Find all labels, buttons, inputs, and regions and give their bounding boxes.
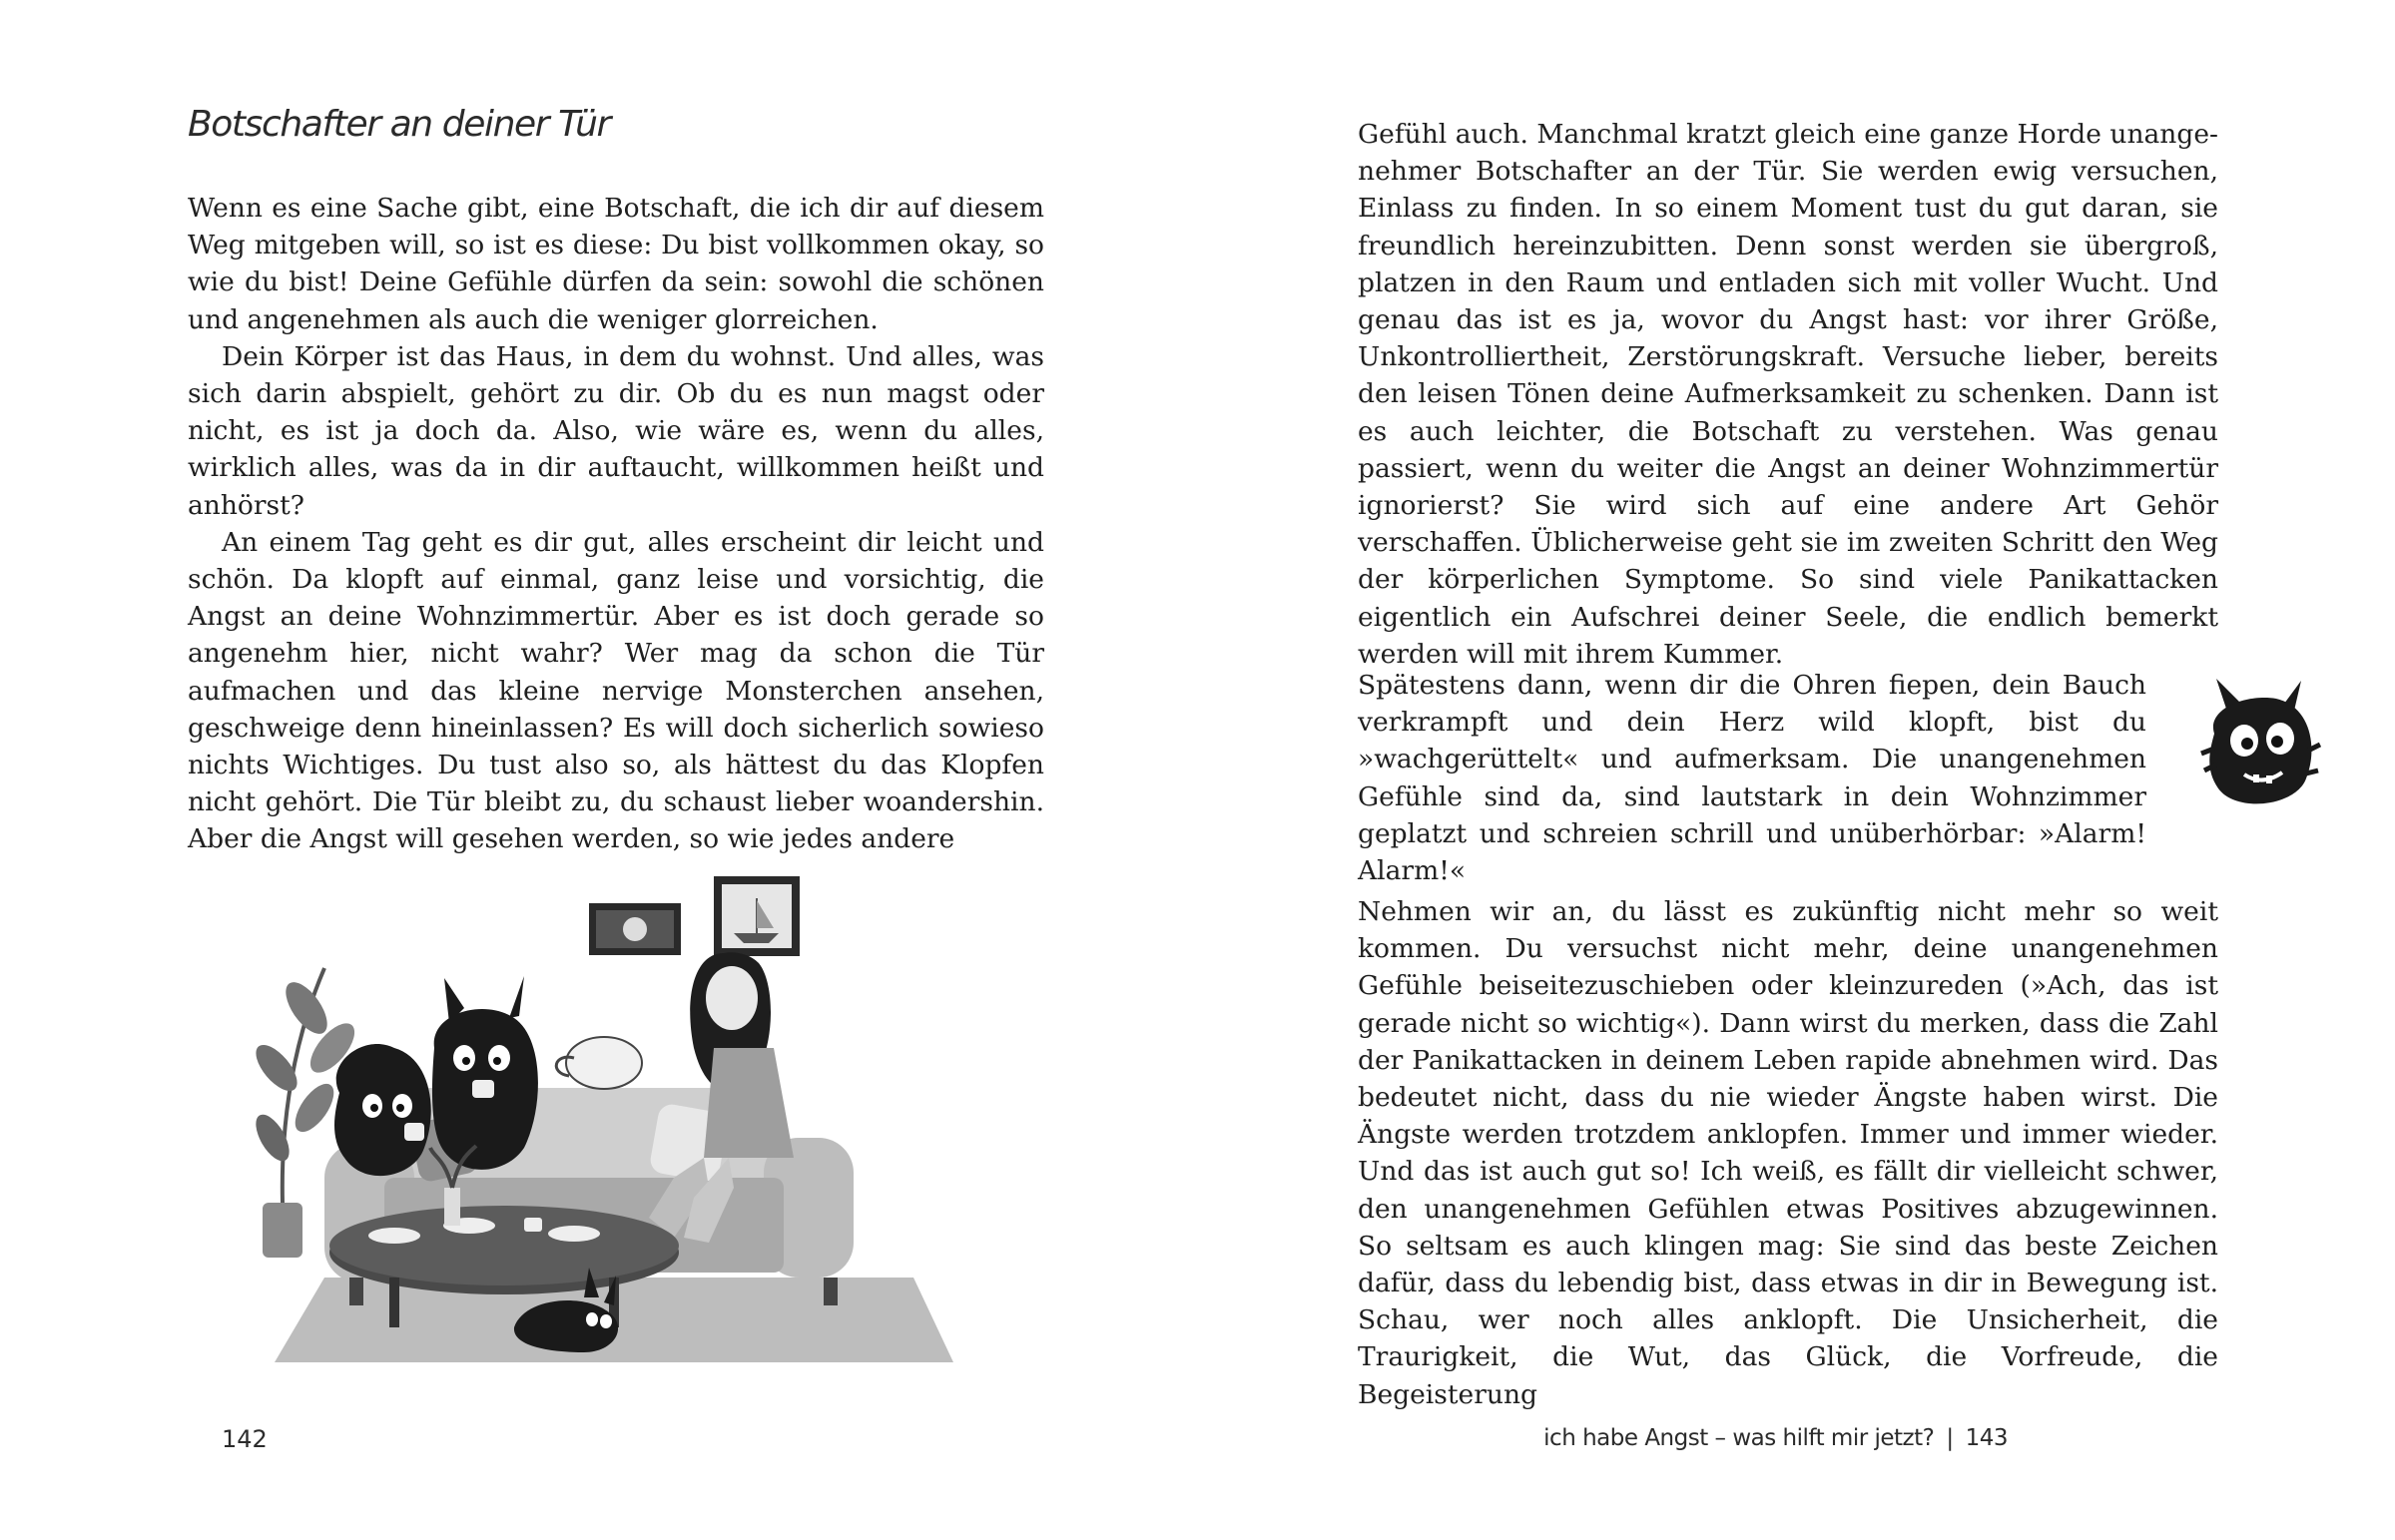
paragraph: Nehmen wir an, du lässt es zukünftig nicht mehr so weit kommen. Du versuchst nicht mehr, deine unangenehmen Gefühle beiseitezuschieben oder kleinzureden (»Ach, das ist gerade nicht so wichtig«). Dann wirst du merken, dass die Zahl der Panikattacken in deinem Leben rapide abnehmen wird. Das bedeutet nicht, dass du nie wieder Ängste haben wirst. Die Ängste werden trotzdem anklopfen. Immer und immer wieder. Und das ist auch gut so! Ich weiß, es fällt dir vielleicht schwer, den unangenehmen Gefühlen etwas Positives abzugewinnen. So seltsam es auch klingen mag: Sie sind das beste Zeichen dafür, dass du lebendig bist, dass etwas in dir in Bewegung ist. Schau, wer noch alles anklopft. Die Unsicherheit, die Traurigkeit, die Wut, das Glück, die Vorfreude, die Begeisterung xyxy=(1358,896,2218,1410)
monster-left xyxy=(334,1044,431,1176)
paragraph: Dein Körper ist das Haus, in dem du wohnst. Und alles, was sich darin abspielt, gehört zu dir. Ob du es nun magst oder nicht, es ist ja doch da. Also, wie wäre es, wenn du alles, wirklich alles, was da in dir auftaucht, willkommen heißt und anhörst? xyxy=(188,340,1044,521)
left-body-text xyxy=(188,190,1044,858)
book-title-footer: ich habe Angst – was hilft mir jetzt? xyxy=(1543,1425,1935,1451)
small-monster-illustration xyxy=(2196,679,2321,818)
paragraph: An einem Tag geht es dir gut, alles erscheint dir leicht und schön. Da klopft auf einmal, ganz leise und vorsichtig, die Angst an deine Wohnzimmertür. Aber es ist doch gerade so angenehm hier, nicht wahr? Wer mag da schon die Tür aufmachen und das kleine nervige Monsterchen ansehen, geschweige denn hineinlassen? Es will doch sicherlich sowieso nichts Wichtiges. Du tust also so, als hättest du das Klopfen nicht gehört. Die Tür bleibt zu, du schaust lieber woandershin. Aber die Angst will gesehen werden, so wie jedes andere xyxy=(188,526,1044,855)
paragraph: Spätestens dann, wenn dir die Ohren fiepen, dein Bauch verkrampft und dein Herz wild klopft, bist du »wachgerüttelt« und aufmerksam. Die unangenehmen Gefühle sind da, sind lautstark in dein Wohnzimmer geplatzt und schreien schrill und unüberhörbar: »Alarm! Alarm!« xyxy=(1358,670,2146,887)
footer-separator: | xyxy=(1946,1425,1954,1451)
living-room-illustration xyxy=(255,858,983,1367)
right-body-text-1 xyxy=(1358,116,2218,673)
left-page xyxy=(0,0,1197,1540)
running-footer xyxy=(1543,1425,2008,1451)
page-number-left: 142 xyxy=(222,1425,268,1453)
right-body-text-3 xyxy=(1358,893,2218,1413)
paragraph: Wenn es eine Sache gibt, eine Botschaft, die ich dir auf diesem Weg mitgeben will, so ist es diese: Du bist vollkommen okay, so wie du bist! Deine Gefühle dürfen da sein: sowohl die schönen und angenehmen als auch die weniger glorreichen. xyxy=(188,193,1044,335)
page-number-right: 143 xyxy=(1965,1425,2008,1451)
right-page xyxy=(1197,0,2395,1540)
right-body-text-2 xyxy=(1358,667,2146,889)
wall-pictures xyxy=(589,876,800,956)
monster-middle xyxy=(432,976,538,1170)
paragraph: Gefühl auch. Manchmal kratzt gleich eine ganze Horde unangenehmer Botschafter an der Tür. Sie werden ewig versuchen, Einlass zu finden. In so einem Moment tust du gut daran, sie freundlich hereinzubitten. Denn sonst werden sie übergroß, platzen in den Raum und entladen sich mit voller Wucht. Und genau das ist es ja, wovor du Angst hast: vor ihrer Größe, Unkontrolliertheit, Zerstörungskraft. Versuche lieber, bereits den leisen Tönen deine Aufmerksamkeit zu schenken. Dann ist es auch leichter, die Botschaft zu verstehen. Was genau passiert, wenn du weiter die Angst an deiner Wohnzimmertür ignorierst? Sie wird sich auf eine andere Art Gehör verschaffen. Üblicherweise geht sie im zweiten Schritt den Weg der körperlichen Symptome. So sind viele Panikattacken eigentlich ein Aufschrei deiner Seele, die endlich bemerkt werden will mit ihrem Kummer. xyxy=(1358,119,2218,670)
chapter-heading: Botschafter an deiner Tür xyxy=(188,104,610,145)
